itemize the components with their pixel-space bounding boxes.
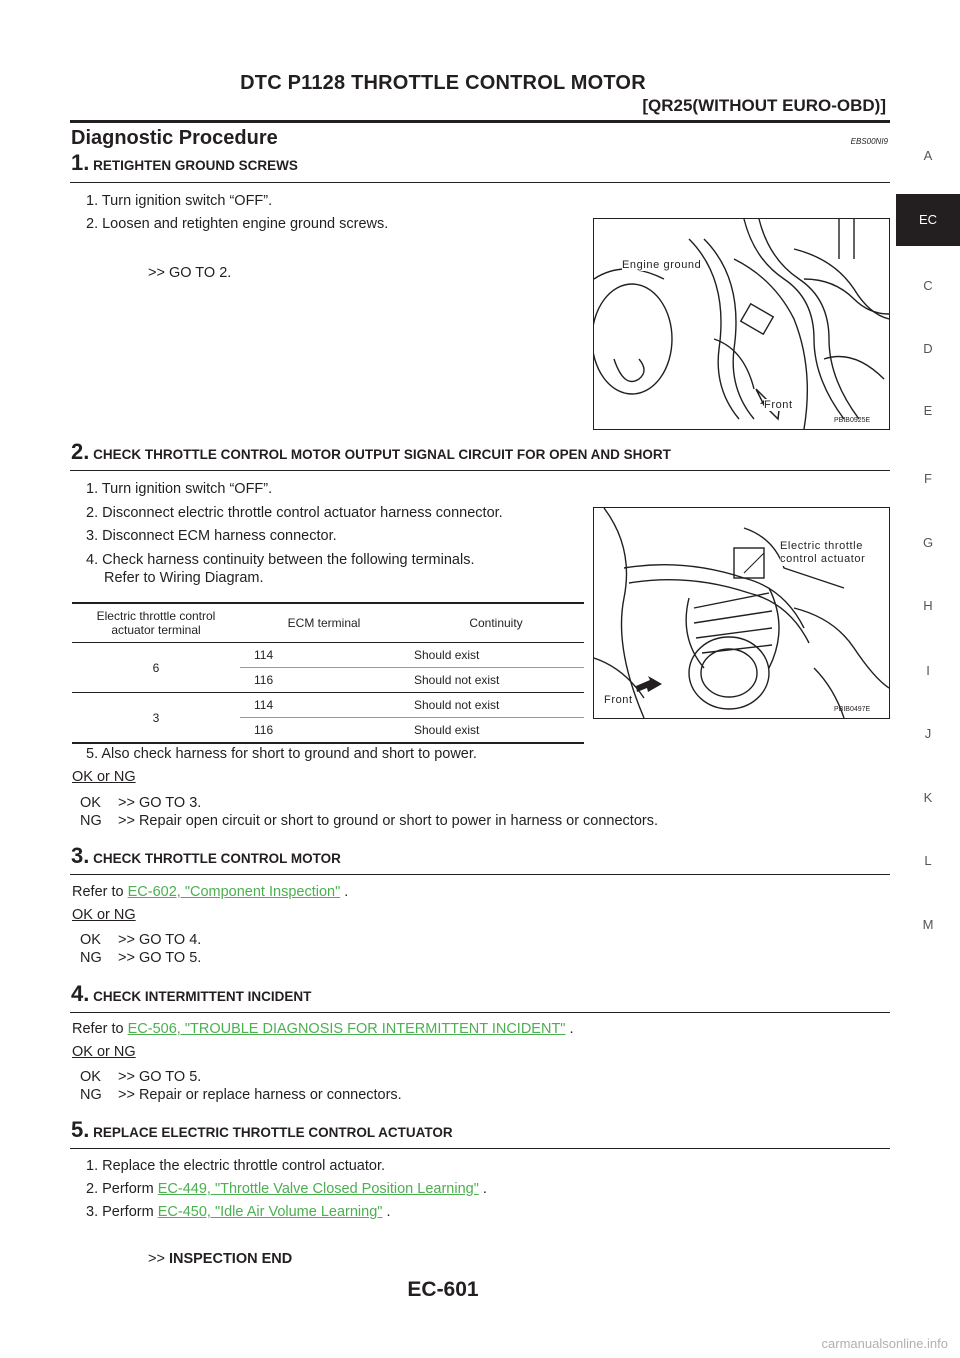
page-header-title: DTC P1128 THROTTLE CONTROL MOTOR bbox=[240, 72, 646, 94]
side-tab-e[interactable]: E bbox=[923, 403, 933, 418]
side-tab-a[interactable]: A bbox=[923, 148, 933, 163]
step-3-number: 3. bbox=[71, 843, 90, 868]
ok-action: >> GO TO 3. bbox=[118, 795, 202, 811]
item-suffix: . bbox=[382, 1204, 391, 1220]
engine-ground-illustration bbox=[594, 219, 889, 429]
side-tab-ec[interactable]: EC bbox=[896, 194, 960, 246]
step-2-ok-result bbox=[80, 794, 201, 812]
ng-label: NG bbox=[80, 813, 102, 829]
table-row bbox=[72, 643, 584, 668]
item-suffix: . bbox=[478, 1181, 487, 1197]
refer-to-text: Refer to bbox=[72, 1021, 124, 1037]
step-3-ng-result bbox=[80, 949, 201, 967]
refer-suffix: . bbox=[565, 1021, 574, 1037]
step-5-title: REPLACE ELECTRIC THROTTLE CONTROL ACTUATOR bbox=[93, 1125, 453, 1140]
table-header-continuity: Continuity bbox=[408, 603, 584, 643]
step-4-title: CHECK INTERMITTENT INCIDENT bbox=[93, 989, 312, 1004]
table-cell-continuity: Should not exist bbox=[408, 693, 584, 718]
table-cell-ecm: 116 bbox=[240, 718, 408, 744]
table-cell-ecm: 114 bbox=[240, 693, 408, 718]
link-ec-506-intermittent-incident[interactable]: EC-506, "TROUBLE DIAGNOSIS FOR INTERMITTENT INCIDENT" bbox=[127, 1021, 566, 1037]
step-2-item-1: 1. Turn ignition switch “OFF”. bbox=[86, 481, 273, 497]
step-1-number: 1. bbox=[71, 150, 90, 175]
side-tab-c[interactable]: C bbox=[923, 278, 933, 293]
inspection-end: INSPECTION END bbox=[168, 1251, 293, 1267]
figure-code: PBIB0925E bbox=[834, 417, 871, 424]
figure-label-electric-throttle-control-actuator: Electric throttle control actuator bbox=[780, 540, 876, 566]
ok-label: OK bbox=[80, 932, 101, 948]
table-cell-ecm: 114 bbox=[240, 643, 408, 668]
table-cell-terminal: 6 bbox=[72, 643, 240, 693]
side-tab-j[interactable]: J bbox=[924, 726, 932, 741]
side-tab-d[interactable]: D bbox=[923, 341, 933, 356]
throttle-actuator-figure bbox=[593, 507, 890, 719]
watermark: carmanualsonline.info bbox=[821, 1336, 948, 1351]
step-3-title: CHECK THROTTLE CONTROL MOTOR bbox=[93, 851, 341, 866]
end-prefix: >> bbox=[148, 1251, 165, 1267]
ok-action: >> GO TO 4. bbox=[118, 932, 202, 948]
step-2-number: 2. bbox=[71, 439, 90, 464]
ng-label: NG bbox=[80, 950, 102, 966]
ok-label: OK bbox=[80, 795, 101, 811]
side-tab-g[interactable]: G bbox=[922, 535, 934, 550]
step-3-ok-result bbox=[80, 931, 201, 949]
step-1-item-1: 1. Turn ignition switch “OFF”. bbox=[86, 193, 273, 209]
table-header-row bbox=[72, 603, 584, 643]
step-5-rule bbox=[70, 1148, 890, 1149]
step-2-item-4: 4. Check harness continuity between the following terminals. bbox=[86, 552, 475, 568]
page-header-subtitle: [QR25(WITHOUT EURO-OBD)] bbox=[642, 96, 886, 115]
figure-code: PBIB0497E bbox=[834, 706, 871, 713]
ng-action: >> Repair or replace harness or connectors. bbox=[118, 1087, 402, 1103]
step-4-ng-result bbox=[80, 1086, 402, 1104]
ok-label: OK bbox=[80, 1069, 101, 1085]
link-ec-449-throttle-valve-learning[interactable]: EC-449, "Throttle Valve Closed Position Learning" bbox=[157, 1181, 479, 1197]
step-3-refer bbox=[72, 884, 348, 901]
side-tab-f[interactable]: F bbox=[924, 471, 932, 486]
table-header-ecm-terminal: ECM terminal bbox=[240, 603, 408, 643]
side-tab-k[interactable]: K bbox=[923, 790, 933, 805]
table-header-actuator-terminal: Electric throttle control actuator terminal bbox=[72, 603, 240, 643]
side-tab-h[interactable]: H bbox=[923, 598, 933, 613]
side-tab-m[interactable]: M bbox=[922, 917, 934, 932]
step-2-title: CHECK THROTTLE CONTROL MOTOR OUTPUT SIGNAL CIRCUIT FOR OPEN AND SHORT bbox=[93, 447, 671, 462]
step-1-result: >> GO TO 2. bbox=[148, 265, 232, 281]
ng-label: NG bbox=[80, 1087, 102, 1103]
step-2-rule bbox=[70, 470, 890, 471]
step-5-item-3 bbox=[86, 1204, 390, 1221]
step-5-item-1: 1. Replace the electric throttle control actuator. bbox=[86, 1158, 386, 1174]
step-2-item-5: 5. Also check harness for short to ground and short to power. bbox=[86, 746, 477, 762]
step-1-title: RETIGHTEN GROUND SCREWS bbox=[93, 158, 298, 173]
link-ec-602-component-inspection[interactable]: EC-602, "Component Inspection" bbox=[127, 884, 341, 900]
step-3-rule bbox=[70, 874, 890, 875]
table-cell-terminal: 3 bbox=[72, 693, 240, 744]
ng-action: >> Repair open circuit or short to ground or short to power in harness or connectors. bbox=[118, 813, 659, 829]
link-ec-450-idle-air-volume-learning[interactable]: EC-450, "Idle Air Volume Learning" bbox=[157, 1204, 383, 1220]
step-2-ok-or-ng: OK or NG bbox=[72, 769, 136, 785]
step-4-refer bbox=[72, 1021, 574, 1038]
table-cell-ecm: 116 bbox=[240, 668, 408, 693]
perform-text: 3. Perform bbox=[86, 1204, 154, 1220]
section-title: Diagnostic Procedure bbox=[71, 127, 278, 149]
ok-action: >> GO TO 5. bbox=[118, 1069, 202, 1085]
step-1-heading bbox=[71, 150, 298, 176]
step-2-item-4-note: Refer to Wiring Diagram. bbox=[104, 570, 264, 586]
perform-text: 2. Perform bbox=[86, 1181, 154, 1197]
section-code: EBS00NI9 bbox=[850, 137, 888, 146]
refer-suffix: . bbox=[340, 884, 349, 900]
step-4-ok-or-ng: OK or NG bbox=[72, 1044, 136, 1060]
engine-ground-figure bbox=[593, 218, 890, 430]
step-5-heading bbox=[71, 1117, 453, 1143]
step-1-rule bbox=[70, 182, 890, 183]
step-1-item-2: 2. Loosen and retighten engine ground screws. bbox=[86, 216, 389, 232]
page-number: EC-601 bbox=[407, 1278, 479, 1301]
step-5-end bbox=[148, 1251, 292, 1268]
table-cell-continuity: Should exist bbox=[408, 643, 584, 668]
step-2-heading bbox=[71, 439, 671, 465]
figure-label-engine-ground: Engine ground bbox=[622, 259, 702, 271]
table-row bbox=[72, 693, 584, 718]
step-5-number: 5. bbox=[71, 1117, 90, 1142]
side-tab-i[interactable]: I bbox=[926, 663, 930, 678]
side-tab-l[interactable]: L bbox=[924, 853, 932, 868]
ng-action: >> GO TO 5. bbox=[118, 950, 202, 966]
step-3-heading bbox=[71, 843, 341, 869]
step-4-heading bbox=[71, 981, 311, 1007]
step-4-number: 4. bbox=[71, 981, 90, 1006]
step-5-item-2 bbox=[86, 1181, 487, 1198]
refer-to-text: Refer to bbox=[72, 884, 124, 900]
figure-label-front: Front bbox=[604, 694, 633, 706]
figure-label-front: Front bbox=[764, 399, 793, 411]
step-2-ng-result bbox=[80, 812, 658, 830]
table-cell-continuity: Should exist bbox=[408, 718, 584, 744]
step-4-rule bbox=[70, 1012, 890, 1013]
table-cell-continuity: Should not exist bbox=[408, 668, 584, 693]
continuity-table bbox=[72, 602, 584, 744]
step-4-ok-result bbox=[80, 1068, 201, 1086]
step-2-item-3: 3. Disconnect ECM harness connector. bbox=[86, 528, 337, 544]
step-2-item-2: 2. Disconnect electric throttle control actuator harness connector. bbox=[86, 505, 503, 521]
header-rule bbox=[70, 120, 890, 123]
step-3-ok-or-ng: OK or NG bbox=[72, 907, 136, 923]
